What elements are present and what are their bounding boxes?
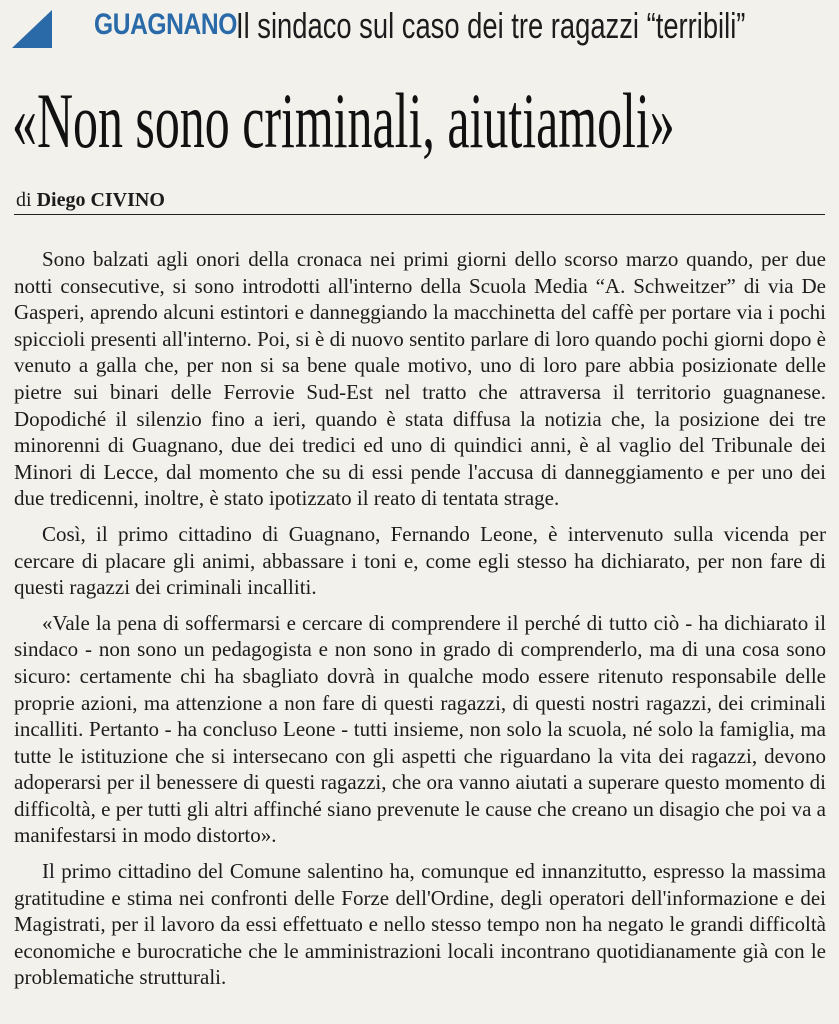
article-paragraph: Sono balzati agli onori della cronaca nei primi giorni dello scorso marzo quando, per due notti consecutive, si sono introdotti all'interno della Scuola Media “A. Schweitzer” di via De Gasperi, aprendo alcuni estintori e danneggiando la macchinetta del caffè per portare via i pochi spiccioli presenti all'interno. Poi, si è di nuovo sentito parlare di loro quando pochi giorni dopo è venuto a galla che, per non si sa bene quale motivo, uno di loro pare abbia posizionate delle pietre sui binari delle Ferrovie Sud-Est nel tratto che attraversa il territorio guagnanese. Dopodiché il silenzio fino a ieri, quando è stata diffusa la notizia che, la posizione dei tre minorenni di Guagnano, due dei tredici ed uno di quindici anni, è al vaglio del Tribunale dei Minori di Lecce, dal momento che su di essi pende l'accusa di danneggiamento e per uno dei due tredicenni, inoltre, è stato ipotizzato il reato di tentata strage. <box>14 247 826 511</box>
kicker <box>12 4 827 48</box>
article-paragraph: «Vale la pena di soffermarsi e cercare di comprendere il perché di tutto ciò - ha dichiarato il sindaco - non sono un pedagogista e non sono in grado di comprenderlo, ma di una cosa sono sicuro: certamente chi ha sbagliato dovrà in qualche modo essere ritenuto responsabile delle proprie azioni, ma attenzione a non fare di questi ragazzi, di questi nostri ragazzi, dei criminali incalliti. Pertanto - ha concluso Leone - tutti insieme, non solo la scuola, né solo la famiglia, ma tutte le istituzione che si intersecano con gli aspetti che riguardano la vita dei ragazzi, devono adoperarsi per il benessere di questi ragazzi, che ora vanno aiutati a superare questo momento di difficoltà, e per tutti gli altri affinché siano prevenute le cause che creano un disagio che poi va a manifestarsi in modo distorto». <box>14 610 826 848</box>
byline-author: Diego CIVINO <box>36 189 165 211</box>
headline: «Non sono criminali, aiutiamoli» <box>12 77 675 164</box>
kicker-title: Il sindaco sul caso dei tre ragazzi “terribili” <box>236 5 746 46</box>
byline-prefix: di <box>16 189 32 211</box>
article-paragraph: Così, il primo cittadino di Guagnano, Fernando Leone, è intervenuto sulla vicenda per cercare di placare gli animi, abbassare i toni e, come egli stesso ha dichiarato, per non fare di questi ragazzi dei criminali incalliti. <box>14 521 826 600</box>
triangle-marker-icon <box>12 10 52 48</box>
kicker-place: GUAGNANO <box>94 8 237 41</box>
article-paragraph: Il primo cittadino del Comune salentino ha, comunque ed innanzitutto, espresso la massima gratitudine e stima nei confronti delle Forze dell'Ordine, degli operatori dell'informazione e dei Magistrati, per il lavoro da essi effettuato e nello stesso tempo non ha negato le grandi difficoltà economiche e burocratiche che le amministrazioni locali incontrano quotidianamente già con le problematiche strutturali. <box>14 859 826 990</box>
article-body <box>14 246 826 991</box>
byline-divider <box>14 214 825 215</box>
byline <box>16 189 165 212</box>
